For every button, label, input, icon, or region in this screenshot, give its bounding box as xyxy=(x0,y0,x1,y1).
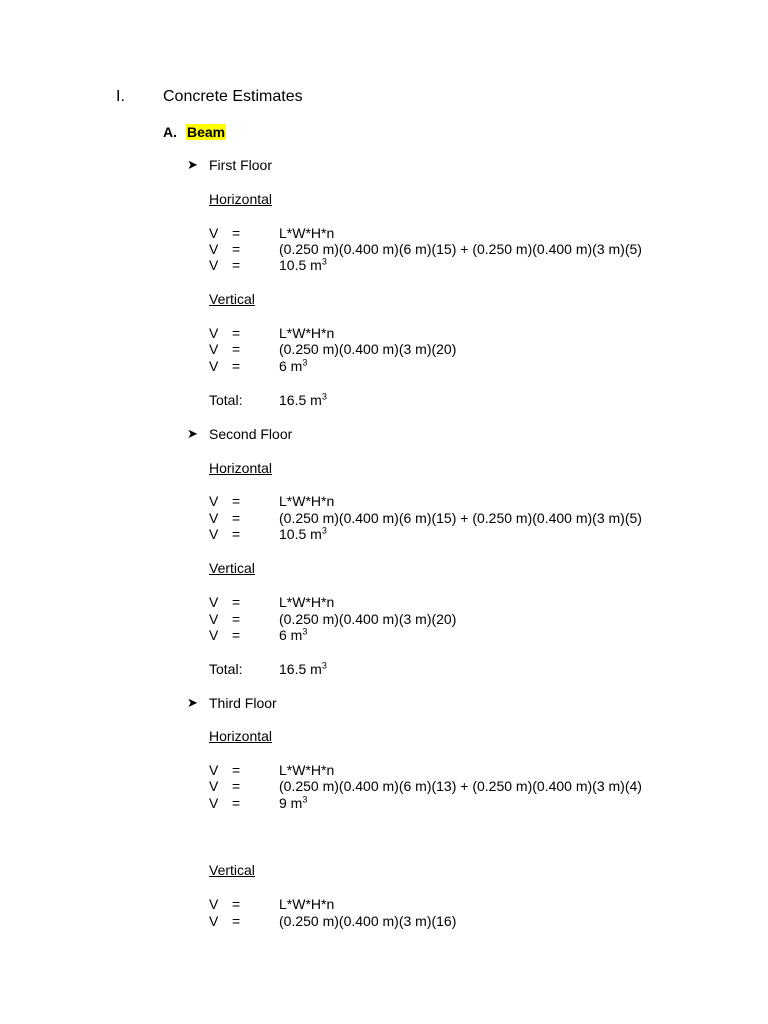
section-title: Concrete Estimates xyxy=(163,88,303,105)
eq-sign: = xyxy=(232,257,241,273)
subsection-title-highlighted: Beam xyxy=(187,124,226,140)
eq-result-value: 9 m xyxy=(279,795,303,811)
eq-rhs: (0.250 m)(0.400 m)(6 m)(15) + (0.250 m)(0.400 m)(3 m)(5) xyxy=(279,241,642,257)
vertical-label: Vertical xyxy=(209,560,255,576)
eq-sign: = xyxy=(232,611,241,627)
eq-lhs: V xyxy=(209,611,219,627)
eq-result xyxy=(279,358,307,374)
eq-lhs: V xyxy=(209,526,219,542)
eq-sign: = xyxy=(232,325,241,341)
eq-sign: = xyxy=(232,594,241,610)
eq-result-value: 6 m xyxy=(279,627,303,643)
total-value-number: 16.5 m xyxy=(279,392,322,408)
eq-sign: = xyxy=(232,493,241,509)
eq-lhs: V xyxy=(209,510,219,526)
total-value-number: 16.5 m xyxy=(279,661,322,677)
eq-lhs: V xyxy=(209,627,219,643)
eq-rhs: L*W*H*n xyxy=(279,225,335,241)
eq-result xyxy=(279,627,307,643)
eq-rhs: (0.250 m)(0.400 m)(3 m)(20) xyxy=(279,341,457,357)
exponent: 3 xyxy=(302,357,308,368)
eq-lhs: V xyxy=(209,795,219,811)
eq-result xyxy=(279,257,327,273)
section-number: I. xyxy=(116,88,125,105)
exponent: 3 xyxy=(321,660,327,671)
total-label: Total: xyxy=(209,661,243,677)
eq-lhs: V xyxy=(209,778,219,794)
total-value xyxy=(279,392,327,408)
eq-sign: = xyxy=(232,526,241,542)
bullet-arrow-icon: ➤ xyxy=(187,695,198,710)
floor-title: Second Floor xyxy=(209,426,293,442)
exponent: 3 xyxy=(321,256,327,267)
floor-title: First Floor xyxy=(209,157,272,173)
exponent: 3 xyxy=(302,626,308,637)
bullet-arrow-icon: ➤ xyxy=(187,426,198,441)
bullet-arrow-icon: ➤ xyxy=(187,157,198,172)
eq-result xyxy=(279,526,327,542)
vertical-label: Vertical xyxy=(209,291,255,307)
eq-sign: = xyxy=(232,913,241,929)
exponent: 3 xyxy=(321,525,327,536)
eq-lhs: V xyxy=(209,913,219,929)
eq-rhs: L*W*H*n xyxy=(279,493,335,509)
eq-sign: = xyxy=(232,762,241,778)
eq-rhs: L*W*H*n xyxy=(279,325,335,341)
eq-rhs: (0.250 m)(0.400 m)(3 m)(16) xyxy=(279,913,457,929)
eq-lhs: V xyxy=(209,225,219,241)
floor-title: Third Floor xyxy=(209,695,277,711)
horizontal-label: Horizontal xyxy=(209,460,273,476)
exponent: 3 xyxy=(321,391,327,402)
eq-lhs: V xyxy=(209,325,219,341)
total-value xyxy=(279,661,327,677)
eq-rhs: (0.250 m)(0.400 m)(6 m)(13) + (0.250 m)(0.400 m)(3 m)(4) xyxy=(279,778,642,794)
eq-rhs: L*W*H*n xyxy=(279,762,335,778)
eq-lhs: V xyxy=(209,241,219,257)
eq-sign: = xyxy=(232,778,241,794)
eq-lhs: V xyxy=(209,358,219,374)
eq-result-value: 6 m xyxy=(279,358,303,374)
eq-lhs: V xyxy=(209,493,219,509)
horizontal-label: Horizontal xyxy=(209,191,273,207)
eq-lhs: V xyxy=(209,762,219,778)
eq-sign: = xyxy=(232,225,241,241)
eq-sign: = xyxy=(232,358,241,374)
vertical-label: Vertical xyxy=(209,862,255,878)
eq-lhs: V xyxy=(209,341,219,357)
eq-result xyxy=(279,795,307,811)
eq-rhs: (0.250 m)(0.400 m)(6 m)(15) + (0.250 m)(0.400 m)(3 m)(5) xyxy=(279,510,642,526)
eq-lhs: V xyxy=(209,257,219,273)
eq-sign: = xyxy=(232,795,241,811)
eq-rhs: L*W*H*n xyxy=(279,896,335,912)
eq-sign: = xyxy=(232,896,241,912)
eq-rhs: L*W*H*n xyxy=(279,594,335,610)
total-label: Total: xyxy=(209,392,243,408)
eq-result-value: 10.5 m xyxy=(279,526,322,542)
eq-sign: = xyxy=(232,341,241,357)
exponent: 3 xyxy=(302,794,308,805)
eq-result-value: 10.5 m xyxy=(279,257,322,273)
subsection-letter: A. xyxy=(163,124,177,140)
eq-sign: = xyxy=(232,510,241,526)
horizontal-label: Horizontal xyxy=(209,728,273,744)
eq-sign: = xyxy=(232,627,241,643)
eq-lhs: V xyxy=(209,594,219,610)
eq-sign: = xyxy=(232,241,241,257)
eq-lhs: V xyxy=(209,896,219,912)
eq-rhs: (0.250 m)(0.400 m)(3 m)(20) xyxy=(279,611,457,627)
